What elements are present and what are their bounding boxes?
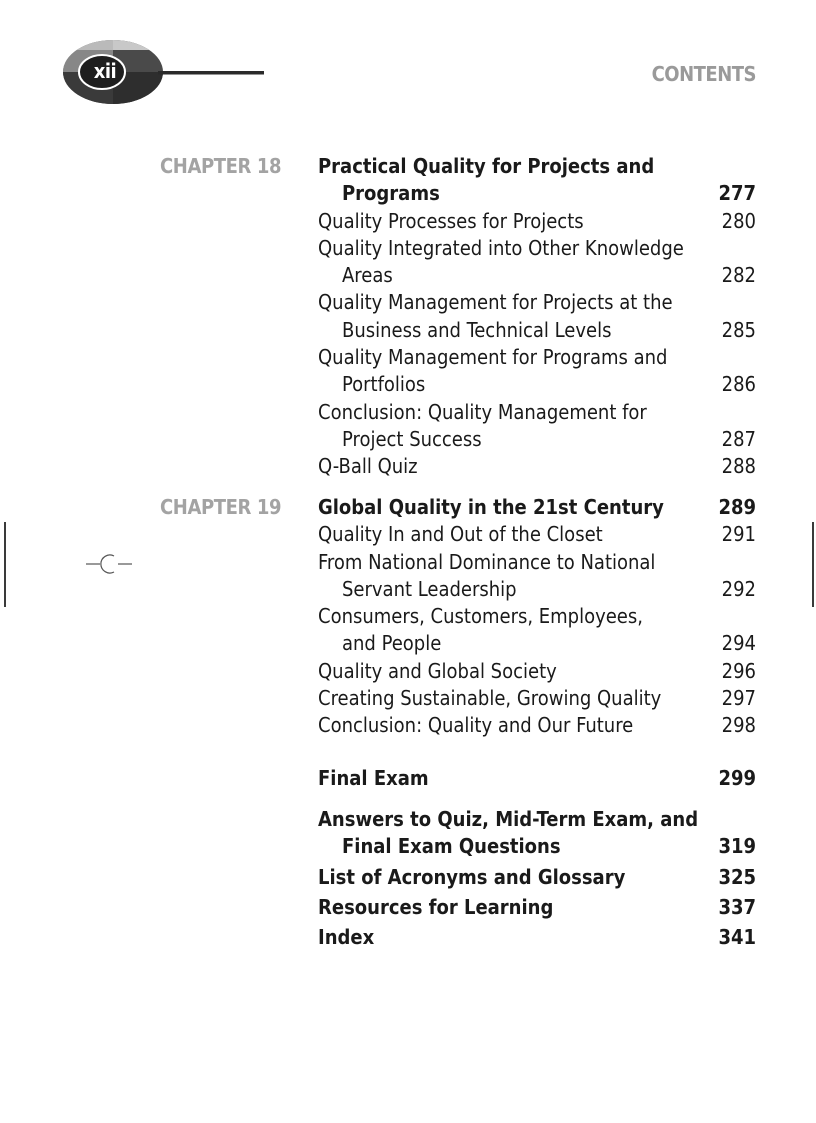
page-ref: 298 <box>721 713 756 738</box>
chapter-19-entries <box>318 494 756 740</box>
toc-entry[interactable]: Servant Leadership 292 <box>318 576 756 603</box>
toc-entry[interactable]: Conclusion: Quality Management for <box>318 399 647 424</box>
toc-entry-final-exam[interactable]: Final Exam 299 <box>318 765 756 792</box>
page-ref: 287 <box>721 426 756 451</box>
page-ref: 277 <box>718 181 756 206</box>
page-ref: 337 <box>718 894 756 919</box>
toc-entry[interactable]: From National Dominance to National <box>318 549 656 574</box>
toc-entry[interactable]: Portfolios 286 <box>318 371 756 398</box>
toc-entry[interactable]: Project Success 287 <box>318 426 756 453</box>
page-ref: 325 <box>718 864 756 889</box>
registration-mark-icon <box>86 552 132 580</box>
running-head: CONTENTS <box>651 62 756 86</box>
chapter-18-title[interactable]: Practical Quality for Projects and <box>318 154 655 178</box>
chapter-18-title[interactable]: Programs 277 <box>318 180 756 207</box>
page-ref: 341 <box>718 925 756 950</box>
left-margin-rule <box>4 522 6 607</box>
back-matter-final-exam <box>318 765 756 792</box>
toc-entry-resources[interactable]: Resources for Learning 337 <box>318 894 756 921</box>
toc-entry-answers[interactable]: Answers to Quiz, Mid-Term Exam, and <box>318 807 699 831</box>
toc-entry-acronyms-glossary[interactable]: List of Acronyms and Glossary 325 <box>318 864 756 891</box>
right-margin-rule <box>812 522 814 607</box>
toc-entry[interactable]: Business and Technical Levels 285 <box>318 317 756 344</box>
page-number: xii <box>93 59 117 83</box>
page-ref: 282 <box>721 263 756 288</box>
toc-entry[interactable]: Quality Management for Projects at the <box>318 290 673 315</box>
toc-entry[interactable]: and People 294 <box>318 630 756 657</box>
toc-entry[interactable]: Creating Sustainable, Growing Quality 297 <box>318 685 756 712</box>
toc-entry[interactable]: Quality and Global Society 296 <box>318 658 756 685</box>
toc-entry[interactable]: Quality Management for Programs and <box>318 345 668 370</box>
page-ref: 289 <box>718 495 756 519</box>
toc-entry[interactable]: Q-Ball Quiz 288 <box>318 453 756 480</box>
toc-entry[interactable]: Quality In and Out of the Closet 291 <box>318 521 756 548</box>
chapter-19-title[interactable]: Global Quality in the 21st Century 289 <box>318 494 756 521</box>
toc-entry[interactable]: Quality Processes for Projects 280 <box>318 208 756 235</box>
page-ref: 286 <box>721 372 756 397</box>
page-ref: 319 <box>718 834 756 859</box>
page-ref: 288 <box>721 454 756 479</box>
back-matter-list <box>318 806 756 951</box>
page-ref: 280 <box>721 208 756 233</box>
chapter-18-entries <box>318 153 756 481</box>
page-ref: 299 <box>718 766 756 790</box>
page-ref: 291 <box>721 522 756 547</box>
chapter-18-label: CHAPTER 18 <box>160 154 282 178</box>
toc-entry[interactable]: Quality Integrated into Other Knowledge <box>318 235 684 260</box>
chapter-19-label: CHAPTER 19 <box>160 495 282 519</box>
page-ref: 297 <box>721 686 756 711</box>
page-ref: 294 <box>721 631 756 656</box>
toc-entry-answers[interactable]: Final Exam Questions 319 <box>318 833 756 860</box>
toc-entry[interactable]: Consumers, Customers, Employees, <box>318 604 643 629</box>
toc-entry-index[interactable]: Index 341 <box>318 924 756 951</box>
page-ref: 285 <box>721 317 756 342</box>
page-ref: 296 <box>721 658 756 683</box>
toc-entry[interactable]: Areas 282 <box>318 262 756 289</box>
page-ref: 292 <box>721 576 756 601</box>
toc-entry[interactable]: Conclusion: Quality and Our Future 298 <box>318 712 756 739</box>
